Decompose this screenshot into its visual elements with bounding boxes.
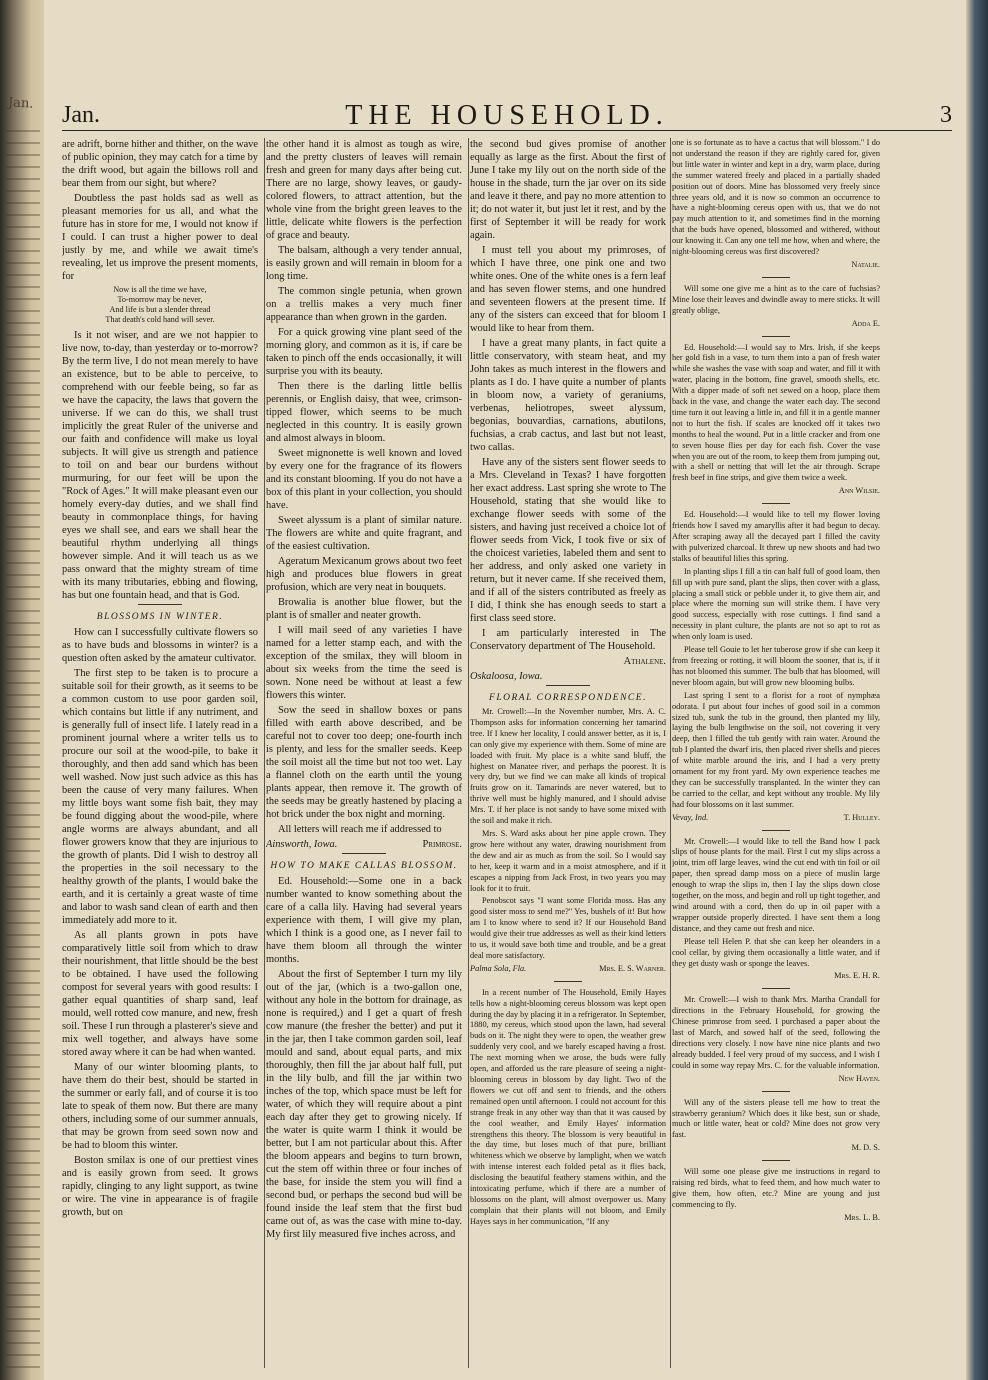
paragraph: Have any of the sisters sent flower seeds to a Mrs. Cleveland in Texas? I have forgotten her exact address. Last spring she wrote to The Household, stating that she would like to exchange flower seeds with some of the sisters, and having just received a choice lot of flower seeds from Vick, I took five or six of the choicest varieties, labeled them and sent to her address, and only asked one variety in return, but it never came. If she received them, and if all of the sisters contributed as freely as I did, I think she has enough seeds to start a first class seed store. xyxy=(470,457,666,624)
signature xyxy=(672,1143,880,1154)
signature-name: Mrs. L. B. xyxy=(844,1212,880,1222)
page-header xyxy=(62,102,952,138)
book-spine xyxy=(0,0,44,1380)
paragraph: Sweet mignonette is well known and loved by every one for the fragrance of its flowers and its constant blooming. If you do not have a box of this plant in your collection, you should have. xyxy=(266,448,462,511)
signature-name: Adda E. xyxy=(851,318,880,328)
signature-place: Oskaloosa, Iowa. xyxy=(470,671,543,682)
section-heading: FLORAL CORRESPONDENCE. xyxy=(470,685,666,705)
signature-name: Natalie. xyxy=(851,259,880,269)
paragraph: In a recent number of The Household, Emily Hayes tells how a night-blooming cereus blossom was kept open during the day by placing it in a refrigerator. In September, 1880, my cereus, which stood upon the lawn, had several buds on it. The night they were to open, the weather grew suddenly very cool, and we barely escaped having a frost. The next morning when we arose, the buds were fully open, and afforded us the rare pleasure of seeing a night-blooming cereus in blossom by day light. Two of the flowers we cut off and sent to friends, and the others remained open until afternoon. I could not account for this strange freak in any other way than that it was caused by the cool weather, and Emily Hayes' information strengthens this theory. The blossom is very beautiful in the day time, but loses much of that pure, brilliant whiteness which we observe by lamplight, when we watch with intense interest each folded petal as it flies back, disclosing the beautiful feathery stamens within, and the intoxicating perfume, which if there are a number of blossoms on the plant, will almost overpower us. Many complain that their plants will not bloom, and Emily Hayes says in her communication, "If any xyxy=(470,987,666,1226)
paragraph: Browalia is another blue flower, but the plant is of smaller and neater growth. xyxy=(266,597,462,621)
paragraph: I have a great many plants, in fact quite a little conservatory, with steam heat, and my John takes as much interest in the flowers and plants as I do. I have quite a number of plants in bloom now, a variety of geraniums, verbenas, heliotropes, sweet alyssum, begonias, bouvardias, carnations, abutilons, fuchsias, a crab cactus, and last but not least, two callas. xyxy=(470,338,666,453)
verse-line: That death's cold hand will sever. xyxy=(105,315,215,324)
signature xyxy=(672,319,880,330)
paragraph: the second bud gives promise of another equally as large as the first. About the first of June I take my lily out on the north side of the house in the shade, turn the jar over on its side and leave it there, and pay no more attention to it; do not water it, but just let it rest, and by the first of September it will be ready for work again. xyxy=(470,139,666,241)
paragraph: For a quick growing vine plant seed of the morning glory, and common as it is, if care be taken to pinch off the ends occasionally, it will surprise you with its beauty. xyxy=(266,327,462,377)
paragraph: Mr. Crowell:—I wish to thank Mrs. Martha Crandall for directions in the February Household, for growing the Chinese primrose from seed. I purchased a paper about the last of March, and sowed half of the seed, following the directions very closely. I now have nine nice plants and two already budded. I feel very proud of my success, and I wish I could in some way repay Mrs. C. for the valuable information. xyxy=(672,995,880,1070)
column-4 xyxy=(672,138,880,1368)
paragraph: The common single petunia, when grown on a trellis makes a very much finer appearance than when grown in the garden. xyxy=(266,286,462,323)
header-rule xyxy=(62,130,952,131)
paragraph: In planting slips I fill a tin can half full of good loam, then fill up with pure sand, plant the slips, then cover with a glass, placing a small stick or pebble under it, to give them air, and place where the morning sun will strike them. I have very good success, especially with rose cuttings. I find sand a necessity in plant culture, the plants are not so apt to rot as when only loam is used. xyxy=(672,566,880,642)
paragraph: Last spring I sent to a florist for a root of nymphæa odorata. I put about four inches of good soil in a common sized tub, sunk the tub in the ground, then planted my lily, laying the bulb lengthwise on the soil, not covering it very deep, then I filled the tub gently with rain water. Around the tub I planted the dwarf iris, then placed river shells and pieces of white marble around the iris, and I had a very pretty ornament for my front yard. My own experience teaches me they can be successfully transplanted. In the winter they can be carried to the cellar, and kept without any trouble. My lily had four blossoms on it last summer. xyxy=(672,690,880,809)
paragraph: Mr. Crowell:—In the November number, Mrs. A. C. Thompson asks for information concerning her tamarind tree. If I knew her locality, I could answer better, as it is, I can only give my experience with them. Some of mine are loaded with fruit. My place is a white sand bluff, the highest on Manatee river, and perhaps the poorest. It is very dry, but we find we can make all kinds of tropical fruits grow on it. Tamarinds are never watered, but to thrive well must be highly manured, and I should advise Mrs. T. if her place is not sandy to have some mixed with the soil and make it rich. xyxy=(470,707,666,826)
paragraph: Ageratum Mexicanum grows about two feet high and produces blue flowers in great profusion, which are very neat in bouquets. xyxy=(266,556,462,593)
signature-name: Athalene. xyxy=(623,656,666,667)
signature-place: Ainsworth, Iowa. xyxy=(266,839,338,850)
paragraph: Mr. Crowell:—I would like to tell the Band how I pack slips of house plants for the mail. First I cut my slips across a joint, trim off large leaves, wind the cut end with tin foil or oil paper, then spread damp moss on a piece of muslin large enough to wrap the slips in, then I lay the slips down close together, on the moss, and begin and roll up tight together, and wind around with a cord, then do up in oil paper with a wrapper outside properly directed. I have sent them a long distance, and they came out fresh and nice. xyxy=(672,836,880,933)
separator xyxy=(762,1091,790,1092)
paragraph: Is it not wiser, and are we not happier to live now, to-day, than yesterday or to-morrow? By the term live, I do not mean merely to have an existence, but to be able to perceive, to comprehend with our feeble being, so far as we have the capacity, the laws that govern the universe. If we can do this, we shall trust implicitly the great Ruler of the universe and our faith and confidence will make us loyal subjects. It will give us strength and patience to toil on and bear our burdens without murmuring, for our feet will be upon the "Rock of Ages." It will make pleasant even our homely every-day duties, and we shall find beauty in commonplace things, for having eyes we shall see, and ears we shall hear the beautiful rhythm underlying all things however simple. And it will teach us as we pass onward that the mighty stream of time with its many tributaries, ebbing and flowing, has but one fountain head, and that is God. xyxy=(62,330,258,601)
signature xyxy=(470,655,666,668)
verse-line: Now is all the time we have, xyxy=(113,285,207,294)
paragraph: Mrs. S. Ward asks about her pine apple crown. They grow here without any water, drawing nourishment from the dew and air as much as from the soil. So I would say to her, keep it warm and in a moist atmosphere, and if it escapes a nipping from Jack Frost, in two years you may look for it to fruit. xyxy=(470,828,666,893)
paragraph: Many of our winter blooming plants, to have them do their best, should be started in the summer or early fall, and of course it is too late to speak of them now. But there are many others, including some of our summer annuals, that may be grown from seed sown now and be had to bloom this winter. xyxy=(62,1062,258,1151)
signature-place: Palma Sola, Fla. xyxy=(470,963,527,973)
paragraph: the other hand it is almost as tough as wire, and the pretty clusters of leaves will remain fresh and green for many days after being cut. There are no large, showy leaves, or gaudy-colored flowers, to attract attention, but the whole vine from the bright green leaves to the little, delicate white flowers is the perfection of grace and beauty. xyxy=(266,139,462,241)
signature-name: Mrs. E. H. R. xyxy=(834,971,880,981)
separator xyxy=(762,277,790,278)
masthead-title: THE HOUSEHOLD. xyxy=(345,100,669,131)
column-divider xyxy=(468,138,469,1368)
paragraph: Penobscot says "I want some Florida moss. Has any good sister moss to send me?" Yes, bushels of it! But how am I to know where to send it? If our Household Band would give their true addresses as well as their kind letters to us, it would save both time and trouble, and be a great deal more satisfactory. xyxy=(470,896,666,960)
signature-name: Mrs. E. S. Warner. xyxy=(599,963,666,973)
separator xyxy=(762,503,790,504)
signature xyxy=(672,1213,880,1224)
paragraph: I am particularly interested in The Conservatory department of The Household. xyxy=(470,628,666,652)
signature-name: Ann Wilsie. xyxy=(838,486,880,496)
signature xyxy=(672,260,880,271)
column-divider xyxy=(670,138,671,1368)
column-divider xyxy=(264,138,265,1368)
page-edge xyxy=(966,0,988,1380)
separator xyxy=(762,830,790,831)
paragraph: Ed. Household:—I would say to Mrs. Irish, if she keeps her gold fish in a vase, to turn them into a pan of fresh water while she washes the vase with soap and water, and fill it with water, placing in the bottom, fine gravel, smooth shells, etc. With a dipper made of soft net sewed on a hoop, place them back in the vase, and change the water each day. The second time turn it out leaving a little in, and fill it in a gentle manner not to hurt the fish. If scales are knocked off it takes two months to heal the wound. Put in a little cracker and from one to seven house flies per day for each fish. Cover the vase when you are out of the room, to keep them from jumping out, with a shell or netting that will let the air through. Scrape fresh beef in fine strips, and give them twice a week. xyxy=(672,342,880,483)
separator xyxy=(554,981,582,982)
signature xyxy=(672,813,880,824)
paragraph: are adrift, borne hither and thither, on the wave of public opinion, they may catch for a time by the drift wood, but again the billows roll and bear them from our sight, but where? xyxy=(62,139,258,189)
paragraph: Will any of the sisters please tell me how to treat the strawberry geranium? Which does it like best, sun or shade, much or little water, heat or cold? Mine does not grow very fast. xyxy=(672,1097,880,1140)
signature xyxy=(672,971,880,982)
signature-name: Primrose. xyxy=(422,839,462,850)
paragraph: The first step to be taken is to procure a suitable soil for their growth, as it seems to be a common custom to use poor garden soil, which contains but little if any nutriment, and is generally full of insect life. I lately read in a prominent journal where a writer tells us to procure our soil at the wood-pile, to bake it thoroughly, and then add sand which has been well washed. Now just such advice as this has been the cause of very many failures. When my little boys want some fish bait, they may be found digging about the wood-pile, where angle worms are always abundant, and all flower growers know that they are injurious to the growth of plants. Did I wish to destroy all the properties in the soil necessary to the healthy growth of the plants, I would bake the earth, and it is certainly a great waste of time and labor to wash sand clean of earth and then immediately add more to it. xyxy=(62,668,258,926)
column-1 xyxy=(62,138,258,1368)
verse-line: To-morrow may be never, xyxy=(117,295,203,304)
signature-place: Vevay, Ind. xyxy=(672,812,709,822)
section-heading: HOW TO MAKE CALLAS BLOSSOM. xyxy=(266,853,462,873)
correspondence-block xyxy=(470,707,666,1228)
header-month: Jan. xyxy=(62,102,100,128)
spine-month-label: Jan. xyxy=(7,95,34,112)
paragraph: Ed. Household:—I would like to tell my flower loving friends how I saved my amaryllis after it had begun to decay. After scraping away all the decayed part I filled the cavity with pulverized charcoal. It threw up new shoots and had two stalks of beautiful lilies this spring. xyxy=(672,510,880,563)
paragraph: About the first of September I turn my lily out of the jar, (which is a two-gallon one, without any hole in the bottom for drainage, as none is required,) and I get a quart of fresh cow manure (the fresher the better) and put it in the jar, then I take common garden soil, leaf mould and sand, about equal parts, and mix thoroughly, then fill the jar about half full, put in the lily bulb, and fill the jar within two inches of the top, which space must be left for water, of which they will require about a pint each day after they get to growing nicely. If the water is quite warm I think it would be better, but I am not particular about this. After the bloom appears and begins to turn brown, cut the stem off within three or four inches of the base, for inside the stem you will find a second bud, or perhaps the second bud will be found inside the leaf stem that the first bud came out of, as was the case with mine to-day. My first lily measured five inches across, and xyxy=(266,969,462,1240)
paragraph: Will some one please give me instructions in regard to raising red birds, what to feed them, and how much water to give them, how often, etc.? Mine are young and just commencing to fly. xyxy=(672,1167,880,1209)
page-number: 3 xyxy=(940,102,952,128)
paragraph: Boston smilax is one of our prettiest vines and is easily grown from seed. It grows rapidly, clinging to any light support, as twine or wire. The vine in appearance is of fragile growth, but on xyxy=(62,1155,258,1218)
signature-name: M. D. S. xyxy=(851,1143,880,1153)
paragraph: I will mail seed of any varieties I have named for a letter stamp each, and with the exception of the smilax, they will bloom in about six weeks from the time the seed is sown. None need be without at least a few flowers this winter. xyxy=(266,625,462,701)
paragraph: How can I successfully cultivate flowers so as to have buds and blossoms in winter? is a question often asked by the amateur cultivator. xyxy=(62,627,258,664)
poem-verse xyxy=(62,285,258,325)
separator xyxy=(762,1160,790,1161)
spine-bleed-text xyxy=(6,130,40,1370)
paragraph: Then there is the darling little bellis perennis, or English daisy, that wee, crimson-tipped flower, which seems to be much neglected in this country. It is easily grown and almost always in bloom. xyxy=(266,381,462,444)
signature xyxy=(672,1074,880,1085)
separator xyxy=(762,336,790,337)
section-heading: BLOSSOMS IN WINTER. xyxy=(62,604,258,624)
signature-place-line xyxy=(470,670,666,683)
signature-name: T. Hulley. xyxy=(843,812,880,822)
paragraph: Doubtless the past holds sad as well as pleasant memories for us all, and what the future has in store for me, I would not know if I could. I can trust a higher power to deal justly by me, and while we await time's revealing, let us improve the present moments, for xyxy=(62,193,258,282)
verse-line: And life is but a slender thread xyxy=(109,305,211,314)
signature-name: New Haven. xyxy=(838,1073,880,1083)
newspaper-page xyxy=(44,0,966,1380)
column-2 xyxy=(266,138,462,1368)
paragraph: All letters will reach me if addressed to xyxy=(278,824,442,835)
column-3 xyxy=(470,138,666,1368)
signature xyxy=(470,964,666,975)
paragraph: one is so fortunate as to have a cactus that will blossom." I do not understand the reason if they are rightly cared for, given but little water in winter and kept in a dry, warm place, during the summer watered freely and placed in a partially shaded position out of doors. Mine has blossomed very freely since three years old, and it is now so common an occurrence to have a night-blooming cereus open with us, that we do not pay much attention to it, and sometimes find in the morning that the buds have opened, blossomed and withered, without our knowing it. Can any one tell me how, when and where, the night-blooming cereus was first discovered? xyxy=(672,138,880,257)
paragraph: I must tell you about my primroses, of which I have three, one pink one and two white ones. One of the white ones is a fern leaf and has seven flower stems, and one hundred and seventeen flowers at the present time. If any of the sisters can exceed that for bloom I would like to hear from them. xyxy=(470,245,666,334)
paragraph: Please tell Gouie to let her tuberose grow if she can keep it from freezing or rotting, it will bloom the sooner, that is, if it has not bloomed this summer. The bulb that has bloomed, will never bloom again, but will grow new blooming bulbs. xyxy=(672,645,880,687)
paragraph: Ed. Household:—Some one in a back number wanted to know something about the care of a calla lily. Having had several years experience with them, I will give my plan, which I think is a good one, as I never fail to have them bloom all through the winter months. xyxy=(266,876,462,965)
signature xyxy=(672,486,880,497)
paragraph: As all plants grown in pots have comparatively little soil from which to draw their nourishment, that little should be the best to be obtained. I have used the following compost for several years with good results: I gather equal quantities of sharp sand, leaf mould, well rotted cow manure, and new, fresh soil. These I run through a plasterer's sieve and mix well together, and always have some stored away where it can be had when wanted. xyxy=(62,930,258,1058)
paragraph: Please tell Helen P. that she can keep her oleanders in a cool cellar, by giving them occasionally a little water, and if they get dusty wash or sponge the leaves. xyxy=(672,936,880,968)
paragraph: The balsam, although a very tender annual, is easily grown and will remain in bloom for a long time. xyxy=(266,245,462,282)
paragraph: Sow the seed in shallow boxes or pans filled with earth above described, and be careful not to cover too deep; one-fourth inch is plenty, and less for the smaller seeds. Keep the soil moist all the time but not too wet. Lay a flannel cloth on the earth until the young plants appear, then remove it. The growth of the seeds may be greatly hastened by placing a hot brick under the box night and morning. xyxy=(266,705,462,820)
paragraph: Sweet alyssum is a plant of similar nature. The flowers are white and quite fragrant, and of the easiest cultivation. xyxy=(266,515,462,552)
paragraph: Will some one give me a hint as to the care of fuchsias? Mine lose their leaves and dwindle away to mere sticks. It will greatly oblige, xyxy=(672,283,880,315)
signature xyxy=(266,838,462,851)
separator xyxy=(762,988,790,989)
